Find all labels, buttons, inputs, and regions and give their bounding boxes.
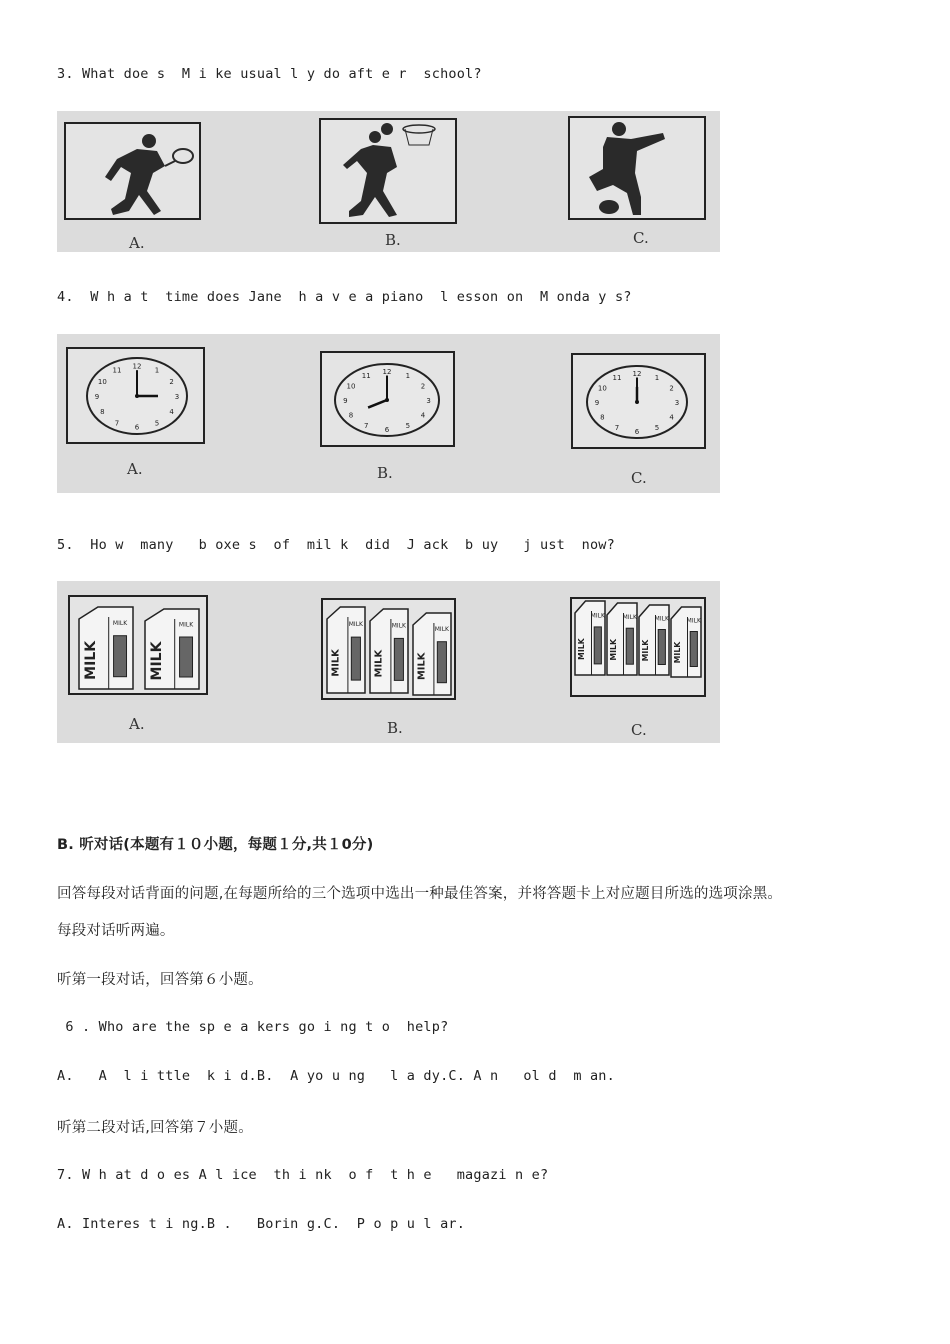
- svg-text:3: 3: [426, 397, 431, 405]
- svg-text:MILK: MILK: [178, 621, 194, 629]
- svg-text:1: 1: [654, 374, 660, 383]
- svg-text:MILK: MILK: [330, 649, 342, 677]
- question-4-text: 4. W h a t time does Jane h a v e a piano l esson on M onda y s?: [57, 289, 632, 305]
- svg-text:12: 12: [632, 370, 642, 379]
- svg-text:MILK: MILK: [654, 615, 669, 623]
- svg-text:MILK: MILK: [416, 652, 428, 681]
- svg-text:7: 7: [114, 419, 120, 428]
- clock-b-icon: [335, 364, 439, 436]
- svg-text:5: 5: [154, 419, 160, 428]
- svg-text:MILK: MILK: [434, 626, 449, 634]
- option-b-label: B.: [377, 464, 393, 482]
- option-c-label: C.: [633, 229, 649, 247]
- svg-text:5: 5: [405, 421, 411, 430]
- option-b-label: B.: [387, 719, 403, 737]
- svg-text:MILK: MILK: [641, 639, 650, 662]
- svg-text:3: 3: [674, 399, 680, 407]
- svg-text:MILK: MILK: [577, 638, 586, 660]
- svg-text:2: 2: [669, 384, 674, 393]
- svg-text:1: 1: [405, 372, 411, 381]
- svg-text:MILK: MILK: [83, 640, 100, 680]
- question-5-picture-strip: [57, 581, 720, 743]
- svg-text:8: 8: [100, 408, 105, 417]
- option-a-label: A.: [129, 715, 145, 733]
- svg-text:10: 10: [597, 384, 607, 393]
- svg-text:2: 2: [420, 382, 426, 391]
- dialog-1-note: 听第一段对话，回答第６小题。: [57, 972, 263, 988]
- svg-text:4: 4: [669, 413, 674, 422]
- svg-text:MILK: MILK: [391, 622, 406, 630]
- svg-text:6: 6: [134, 423, 140, 432]
- section-b-instruction-2: 每段对话听两遍。: [57, 923, 175, 939]
- svg-text:6: 6: [384, 425, 390, 434]
- svg-text:9: 9: [594, 399, 600, 407]
- question-5-text: 5. Ho w many b oxe s of mil k did J ack b uy j ust now?: [57, 537, 615, 553]
- svg-text:MILK: MILK: [348, 620, 363, 628]
- svg-text:10: 10: [346, 382, 356, 391]
- svg-text:6: 6: [634, 427, 640, 436]
- option-b-label: B.: [385, 231, 401, 249]
- svg-text:12: 12: [382, 368, 392, 377]
- svg-text:11: 11: [112, 366, 122, 375]
- option-a-label: A.: [127, 460, 143, 478]
- svg-text:MILK: MILK: [622, 613, 637, 621]
- svg-text:10: 10: [97, 377, 107, 386]
- question-3-text: 3. What doe s M i ke usual l y do aft e r school?: [57, 66, 482, 82]
- svg-text:MILK: MILK: [373, 649, 385, 678]
- option-c-label: C.: [631, 721, 647, 739]
- svg-text:1: 1: [154, 366, 160, 375]
- clock-c-icon: [587, 366, 687, 438]
- svg-text:MILK: MILK: [609, 638, 618, 661]
- section-b-instruction: 回答每段对话背面的问题,在每题所给的三个选项中选出一种最佳答案，并将答题卡上对应题目所选的选项涂黑。: [57, 886, 783, 902]
- svg-text:7: 7: [363, 421, 369, 430]
- question-7-options: A. Interes t i ng.B . Borin g.C. P o p u l ar.: [57, 1216, 466, 1232]
- svg-text:MILK: MILK: [112, 620, 128, 628]
- svg-text:3: 3: [174, 393, 180, 401]
- svg-text:MILK: MILK: [149, 641, 166, 681]
- svg-text:7: 7: [614, 423, 620, 432]
- question-6-options: A. A l i ttle k i d.B. A yo u ng l a dy.C. A n ol d m an.: [57, 1068, 615, 1084]
- svg-text:11: 11: [361, 372, 371, 381]
- question-4-picture-strip: [57, 334, 720, 493]
- svg-text:MILK: MILK: [673, 641, 682, 664]
- option-a-label: A.: [129, 234, 145, 252]
- clock-a-icon: [87, 358, 187, 434]
- svg-text:8: 8: [600, 413, 605, 422]
- svg-text:11: 11: [612, 374, 622, 383]
- svg-text:2: 2: [169, 377, 174, 386]
- svg-text:9: 9: [343, 397, 348, 405]
- svg-text:MILK: MILK: [590, 612, 605, 620]
- section-b-heading: B. 听对话(本题有１０小题，每题１分,共１0分): [57, 837, 374, 853]
- option-c-label: C.: [631, 469, 647, 487]
- question-3-picture-strip: [57, 111, 720, 252]
- svg-text:8: 8: [348, 411, 354, 420]
- svg-text:5: 5: [654, 423, 660, 432]
- svg-text:4: 4: [169, 408, 174, 417]
- question-7-text: 7. W h at d o es A l ice th i nk o f t h e magazi n e?: [57, 1167, 549, 1183]
- svg-text:9: 9: [94, 393, 100, 401]
- milk-cartons-b: [327, 607, 451, 695]
- svg-text:4: 4: [420, 411, 426, 420]
- dialog-2-note: 听第二段对话,回答第７小题。: [57, 1120, 253, 1136]
- svg-text:12: 12: [132, 362, 142, 371]
- question-6-text: 6 . Who are the sp e a kers go i ng t o help?: [57, 1019, 449, 1035]
- svg-text:MILK: MILK: [686, 617, 701, 625]
